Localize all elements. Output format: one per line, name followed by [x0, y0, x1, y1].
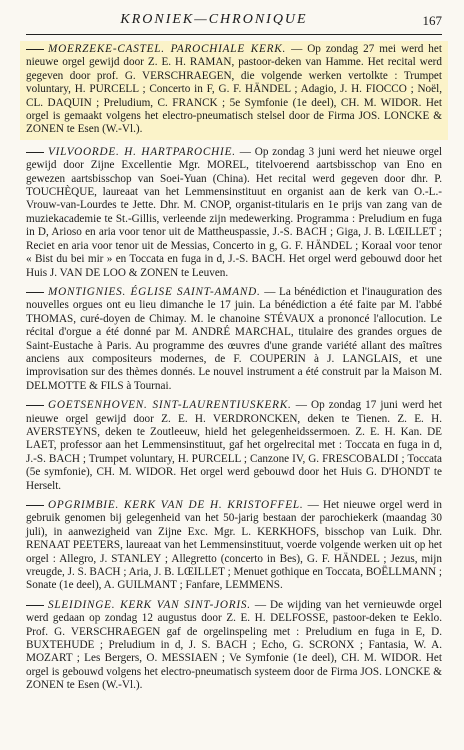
entry-text: — De wijding van het vernieuwde orgel werd gedaan op zondag 12 augustus door Z. E. H. DELFOSSE, pastoor-deken te Eeklo. Prof. G. VERSCHRAEGEN gaf de orgelinspeling met : Preludium en fuga in E, D. BUXTEHUDE ; Preludium in d, J. S. BACH ; Echo, G. SCRONX ; Fantasia, W. A. MOZART ; Les Bergers, O. MESSIAEN ; Ve Symfonie (1e deel), CH. M. WIDOR. Het orgel is gebouwd volgens het electro-pneumatisch systeem door de Firma JOS. LONCKE & ZONEN te Esen (W.-Vl.).	[26, 598, 442, 692]
header-title: KRONIEK—CHRONIQUE	[120, 12, 308, 27]
chronicle-entry-vilvoorde	[26, 146, 442, 280]
chronicle-entry-opgrimbie	[26, 499, 442, 593]
entry-heading: MONTIGNIES. ÉGLISE SAINT-AMAND.	[48, 285, 261, 298]
entry-text: — La bénédiction et l'inauguration des nouvelles orgues ont eu lieu dimanche le 17 juin. La bénédiction a été faite par M. l'abbé THOMAS, curé-doyen de Chimay. M. le chanoine STÉVAUX a prononcé l'allocution. Le récital d'orgue a été donné par M. ANDRÉ MARCHAL, titulaire des grandes orgues de Saint-Eustache à Paris. Au programme des œuvres d'une grande variété allant des maîtres anciens aux compositeurs modernes, de F. COUPERIN à J. LANGLAIS, et une improvisation sur des thèmes donnés. Le nouvel instrument a été construit par la Maison M. DELMOTTE & FILS à Tournai.	[26, 285, 442, 392]
chronicle-entry-sleidinge	[26, 599, 442, 693]
chronicle-entry-moerzeke	[20, 41, 448, 140]
dash-rule	[26, 505, 44, 506]
page-number: 167	[422, 13, 442, 28]
dash-rule	[26, 152, 44, 153]
entry-heading: OPGRIMBIE. KERK VAN DE H. KRISTOFFEL.	[48, 499, 304, 511]
dash-rule	[26, 292, 44, 293]
entry-text: — Op zondag 27 mei werd het nieuwe orgel gewijd door Z. E. H. RAMAN, pastoor-deken van Hamme. Het recital werd gegeven door prof. G. VERSCHRAEGEN, die volgende werken vertolkte : Trumpet voluntary, H. PURCELL ; Concerto in F, G. F. HÄNDEL ; Adagio, J. H. FIOCCO ; Noël, CL. DAQUIN ; Preludium, C. FRANCK ; 5e Symfonie (1e deel), CH. M. WIDOR. Het orgel is gemaakt volgens het electro-pneumatisch stelsel door de Firma JOS. LONCKE & ZONEN te Esen (W.-Vl.).	[26, 43, 442, 136]
entry-heading: SLEIDINGE. KERK VAN SINT-JORIS.	[48, 598, 251, 611]
entry-heading: VILVOORDE. H. HARTPAROCHIE.	[48, 145, 236, 158]
entry-text: — Op zondag 17 juni werd het nieuwe orgel gewijd door Z. E. H. VERDRONCKEN, deken te Tienen. Z. E. H. AVERSTEYNS, deken te Zoutleeuw, hield het gelegenheidssermoen. Z. E. H. Kan. DE LAET, professor aan het Lemmensinstituut, gaf het orgelrecital met : Toccata en fuga in d, J.-S. BACH ; Trumpet voluntary, H. PURCELL ; Canzone IV, G. FRESCOBALDI ; Toccata (5e symfonie), CH. M. WIDOR. Het orgel werd gebouwd door het Huis G. D'HONDT te Herselt.	[26, 399, 442, 492]
dash-rule	[26, 405, 44, 406]
running-header	[26, 8, 442, 35]
dash-rule	[26, 49, 44, 50]
dash-rule	[26, 605, 44, 606]
chronicle-entry-goetsenhoven	[26, 399, 442, 493]
entry-heading: GOETSENHOVEN. SINT-LAURENTIUSKERK.	[48, 399, 292, 412]
entry-heading: MOERZEKE-CASTEL. PAROCHIALE KERK.	[48, 43, 287, 55]
entry-text: — Het nieuwe orgel werd in gebruik genomen bij gelegenheid van het 50-jarig bestaan der parochiekerk (maandag 30 juli), in aanwezigheid van Zijne Exc. Mgr. L. KERKHOFS, bisschop van Luik. Dhr. RENAAT PEETERS, laureaat van het Lemmensinstituut, voerde volgende werken uit op het orgel : Allegro, J. STANLEY ; Allegretto (concerto in Bes), G. F. HÄNDEL ; Jezus, mijn vreugde, J. S. BACH ; Aria, J. B. LŒILLET ; Menuet gothique en Toccata, BOËLLMANN ; Sonate (1e deel), A. GUILMANT ; Fanfare, LEMMENS.	[26, 499, 442, 592]
entry-text: — Op zondag 3 juni werd het nieuwe orgel gewijd door Zijne Excellentie Mgr. MOREL, titelvoerend aartsbisschop van Eno en gewezen aartsbisschop van Soei-Yuan (China). Het recital werd gegeven door dhr. P. TOUCHÈQUE, laureaat van het Lemmensinstituut en organist aan de kerk van O.-L.-Vrouw-van-Lourdes te Jette. Dhr. M. CNOP, organist-titularis en 1e prijs van zang van de muziekacademie te St.-Gillis, verleende zijn medewerking. Programma : Preludium en fuga in D, Arioso en aria voor tenor uit de Mattheuspassie, J.-S. BACH ; Giga, J. B. LŒILLET ; Reciet en aria voor tenor uit de Messias, Concerto in g, G. F. HÄNDEL ; Koraal voor tenor « Bist du bei mir » en Toccata en fuga in d, J.-S. BACH. Het orgel werd gebouwd door het Huis J. VAN DE LOO & ZONEN te Leuven.	[26, 145, 442, 279]
chronicle-entry-montignies	[26, 286, 442, 393]
